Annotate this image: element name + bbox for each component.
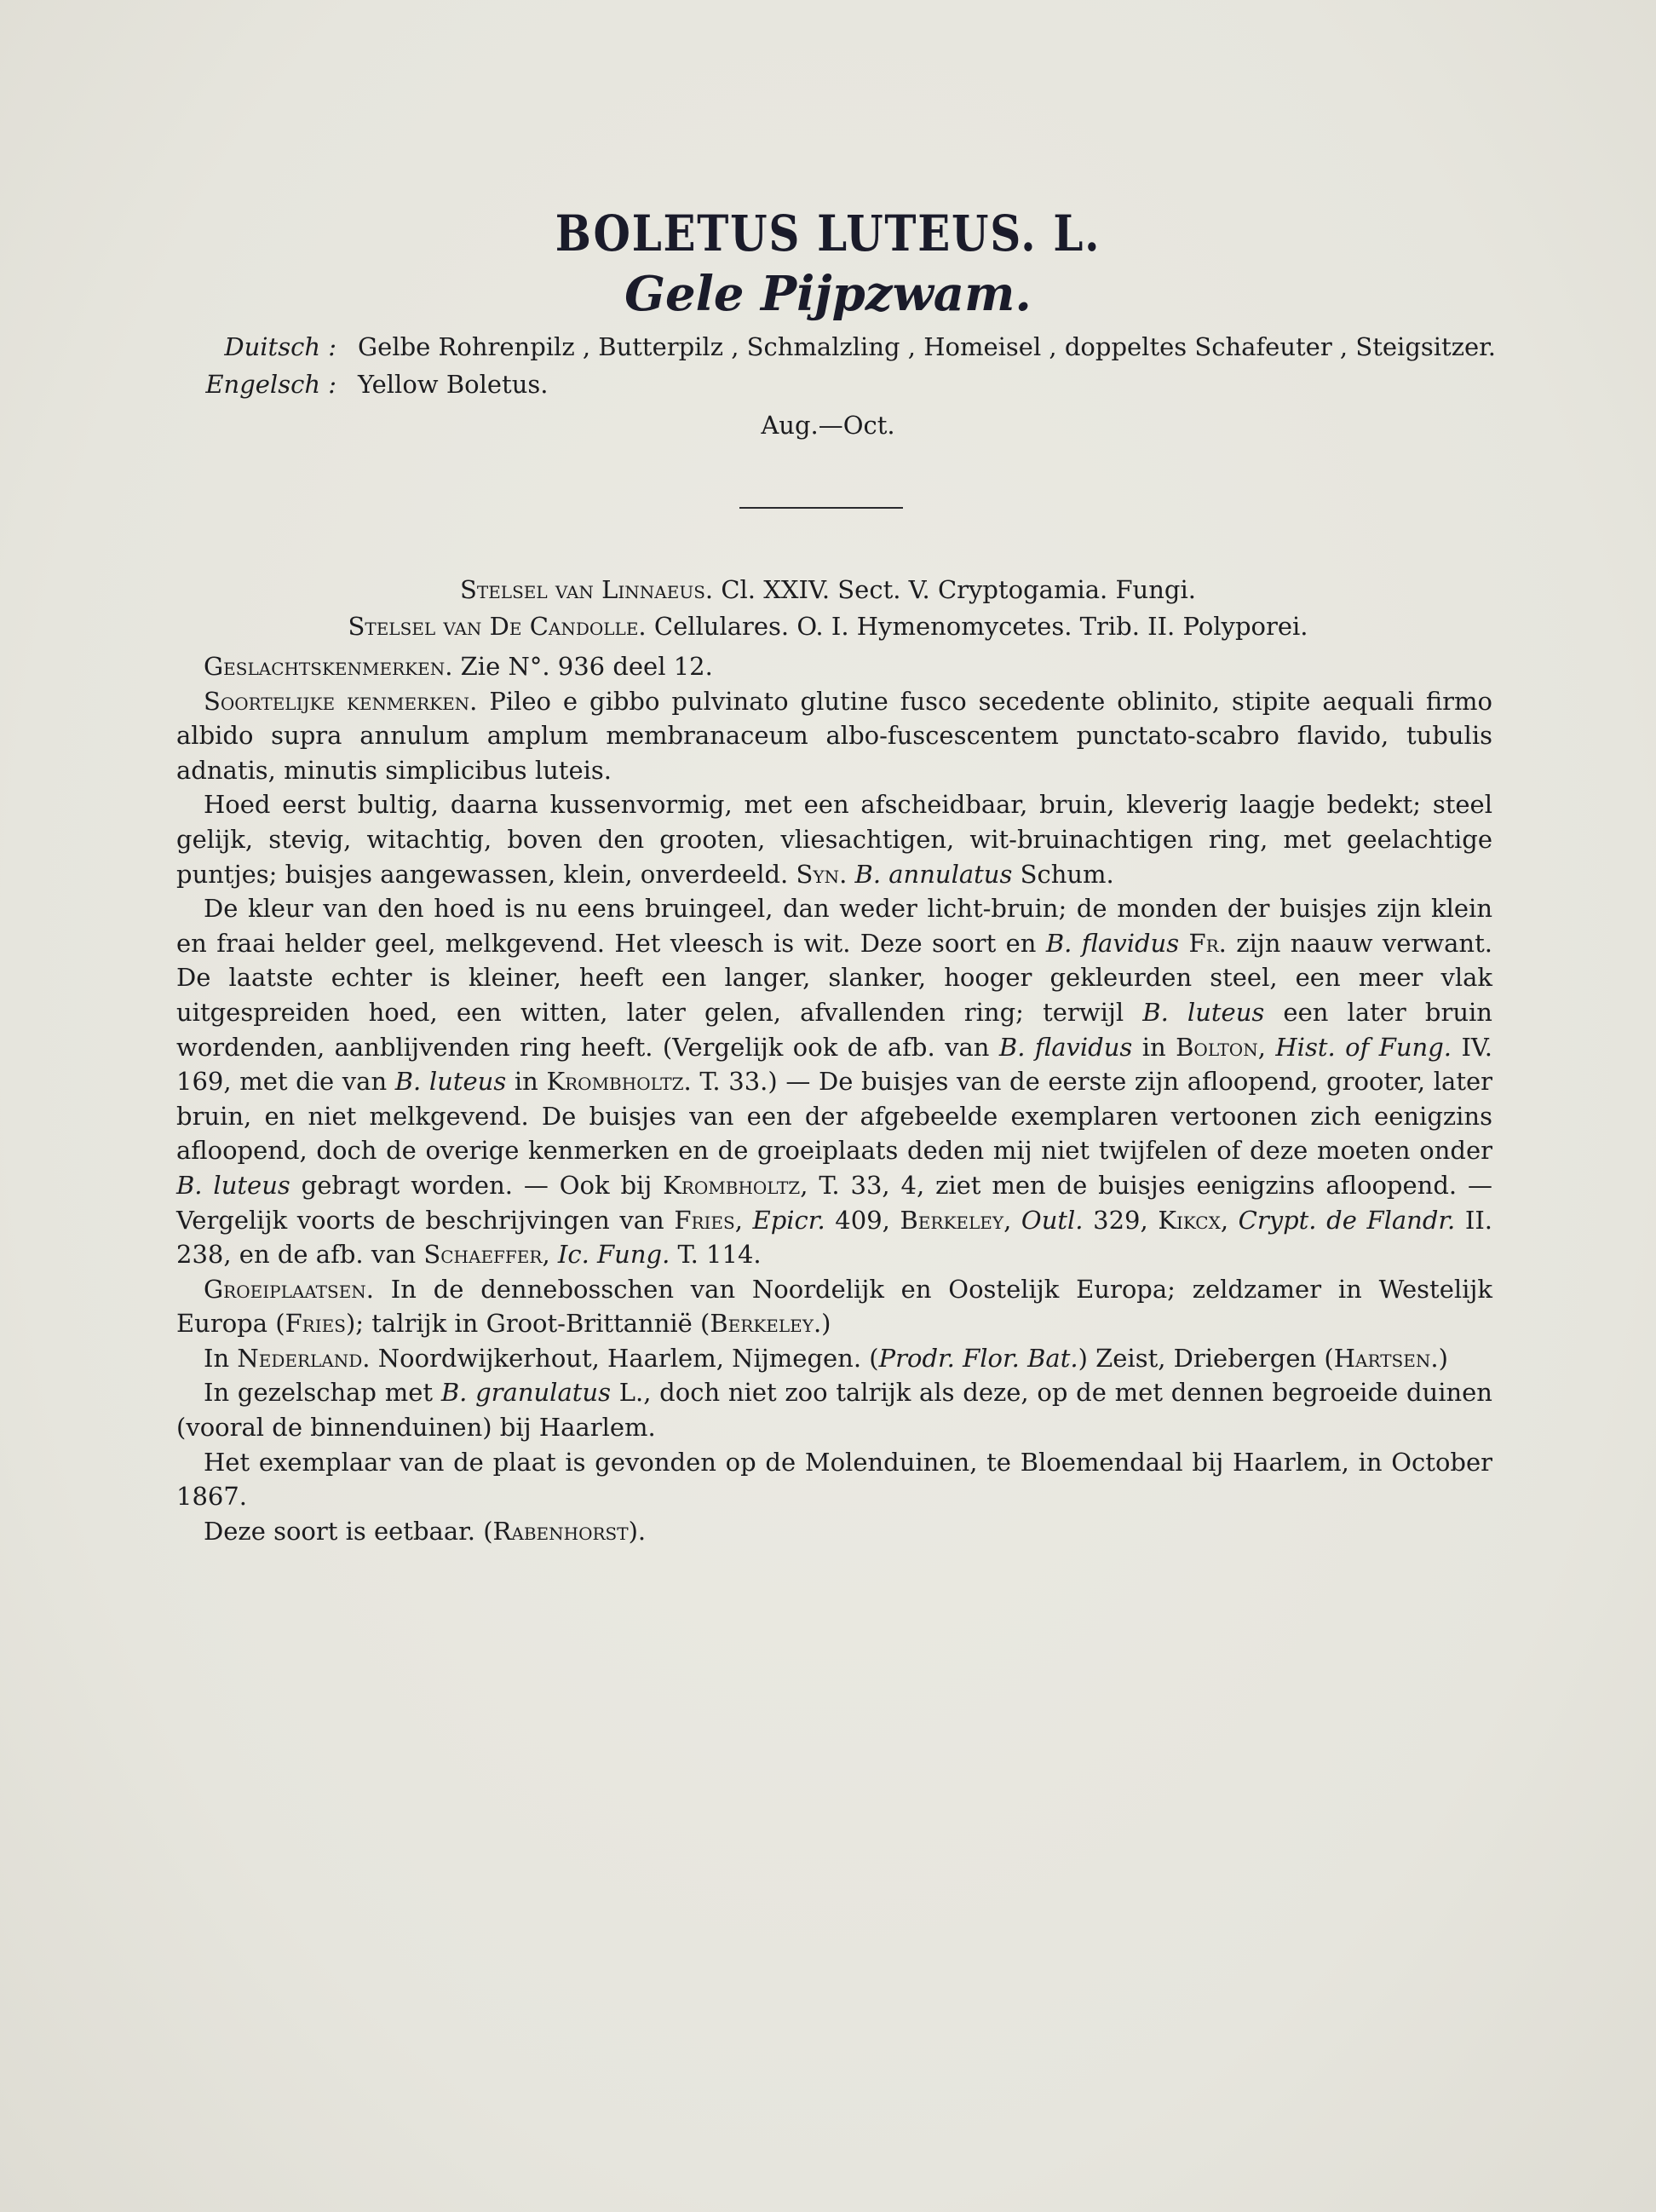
italic-run: B. flavidus: [1045, 928, 1180, 958]
system-text: Cl. XXIV. Sect. V. Cryptogamia. Fungi.: [721, 575, 1196, 604]
section-label: Soortelijke kenmerken.: [204, 686, 478, 716]
italic-run: Epicr.: [752, 1205, 825, 1235]
text-run: ): [1438, 1343, 1448, 1373]
text-run: ); talrijk in Groot-Brittannië (: [345, 1309, 710, 1339]
text-run: ,: [542, 1240, 558, 1270]
text-run: ,: [1257, 1032, 1276, 1062]
italic-run: B. flavidus: [998, 1032, 1133, 1062]
text-run: ,: [1220, 1205, 1239, 1235]
name-language: Duitsch :: [224, 332, 336, 361]
species-text: Pileo e gibbo pulvinato glutine fusco secedente oblinito, stipite aequali firmo albido supra annulum amplum membranaceum albo-fuscescentem punctato-scabro flavido, tubulis adnatis, minutis simplicibus luteis.: [176, 686, 1492, 785]
text-run: zijn naauw verwant. De laatste echter is kleiner, heeft een langer, slanker, hooger gekleurden steel, een meer vlak uitgespreiden hoed, een witten, later gelen, afvallenden ring; terwijl: [176, 928, 1492, 1027]
text-run: een later bruin wordenden, aanblijvenden ring heeft. (Vergelijk ook de afb. van: [176, 997, 1492, 1062]
text-run: IV. 169, met die van: [176, 1032, 1492, 1097]
groei-paragraph: [176, 1272, 1492, 1341]
smallcaps-run: Groeiplaatsen.: [204, 1274, 375, 1304]
text-run: in: [506, 1067, 547, 1097]
system-label: Stelsel van De Candolle.: [348, 612, 647, 641]
smallcaps-run: Schaeffer: [423, 1240, 543, 1270]
syn-author: Schum.: [1020, 859, 1114, 889]
smallcaps-run: Bolton: [1176, 1032, 1258, 1062]
name-row-english: [200, 366, 1496, 403]
eetbaar-paragraph: [176, 1514, 1492, 1549]
smallcaps-run: Rabenhorst: [492, 1516, 629, 1546]
hoed-text: Hoed eerst bultig, daarna kussenvormig, met een afscheidbaar, bruin, kleverig laagje bedekt; steel gelijk, stevig, witachtig, boven den grooten, vliesachtigen, wit-bruinachtigen ring, met geelachtige puntjes; buisjes aangewassen, klein, onverdeeld.: [176, 790, 1492, 889]
italic-run: B. luteus: [176, 1170, 290, 1200]
text-run: , T. 33, 4, ziet men de buisjes eenigzins afloopend. — Vergelijk voorts de beschrijvingen van: [176, 1170, 1492, 1235]
text-run: Noordwijkerhout, Haarlem, Nijmegen. (: [370, 1343, 879, 1373]
syn-label: Syn.: [796, 859, 848, 889]
name-text: Gelbe Rohrenpilz , Butterpilz , Schmalzling , Homeisel , doppeltes Schafeuter , Steigsitzer.: [358, 332, 1497, 361]
text-run: L., doch niet zoo talrijk als deze, op de met dennen begroeide duinen (vooral de binnenduinen) bij Haarlem.: [176, 1378, 1492, 1443]
text-run: Deze soort is eetbaar. (: [204, 1516, 493, 1546]
smallcaps-run: Kikcx: [1158, 1205, 1221, 1235]
page-subtitle: Gele Pijpzwam.: [624, 266, 1032, 322]
smallcaps-run: Krombholtz.: [546, 1067, 692, 1097]
text-run: T. 33.) — De buisjes van de eerste zijn afloopend, grooter, later bruin, en niet melkgevend. De buisjes van een der afgebeelde exemplaren vertoonen zich eenigzins afloopend, doch de overige kenmerken en de groeiplaats deden mij niet twijfelen of deze moeten onder: [176, 1067, 1493, 1166]
name-row-german: [200, 328, 1496, 366]
italic-run: Prodr. Flor. Bat.: [878, 1343, 1078, 1373]
divider-rule: [739, 507, 903, 509]
page-title: BOLETUS LUTEUS. L.: [555, 204, 1101, 262]
syn-name: B. annulatus: [854, 859, 1013, 889]
section-label: Geslachtskenmerken.: [204, 652, 453, 681]
text-run: ) Zeist, Driebergen (: [1078, 1343, 1334, 1373]
text-run: In de dennebosschen van Noordelijk en Oostelijk Europa; zeldzamer in Westelijk Europa (: [176, 1274, 1492, 1339]
italic-run: Hist. of Fung.: [1275, 1032, 1452, 1062]
text-run: ,: [1003, 1205, 1021, 1235]
hoed-paragraph: [176, 787, 1492, 891]
text-run: In: [204, 1343, 238, 1373]
italic-run: B. luteus: [1142, 997, 1265, 1027]
smallcaps-run: Nederland.: [237, 1343, 371, 1373]
system-text: Cellulares. O. I. Hymenomycetes. Trib. II. Polyporei.: [653, 612, 1308, 641]
gezelschap-paragraph: [176, 1375, 1492, 1444]
exemplaar-paragraph: Het exemplaar van de plaat is gevonden op de Molenduinen, te Bloemendaal bij Haarlem, in October 1867.: [176, 1447, 1492, 1512]
italic-run: B. luteus: [394, 1067, 507, 1097]
text-run: 409,: [825, 1205, 900, 1235]
smallcaps-run: Fries: [285, 1309, 346, 1339]
text-run: T. 114.: [670, 1240, 762, 1270]
text-run: ).: [628, 1516, 647, 1546]
smallcaps-run: Berkeley: [900, 1205, 1004, 1235]
smallcaps-run: Hartsen.: [1333, 1343, 1439, 1373]
body-text: [176, 649, 1492, 1548]
nederland-paragraph: [176, 1341, 1492, 1376]
text-run: In gezelschap met: [204, 1378, 441, 1408]
text-run: gebragt worden. — Ook bij: [290, 1170, 664, 1200]
text-run: II. 238, en de afb. van: [176, 1205, 1493, 1270]
italic-run: Outl.: [1021, 1205, 1084, 1235]
season: Aug.—Oct.: [761, 411, 895, 440]
common-names: [200, 328, 1496, 403]
genus-paragraph: [176, 649, 1492, 684]
smallcaps-run: Fr.: [1179, 928, 1227, 958]
italic-run: Crypt. de Flandr.: [1238, 1205, 1456, 1235]
species-paragraph: [176, 684, 1492, 788]
kleur-paragraph: [176, 891, 1492, 1272]
text-run: ,: [734, 1205, 753, 1235]
smallcaps-run: Berkeley.: [710, 1309, 822, 1339]
italic-run: B. granulatus: [440, 1378, 611, 1408]
smallcaps-run: Krombholtz: [663, 1170, 801, 1200]
text-run: in: [1132, 1032, 1176, 1062]
text-run: 329,: [1083, 1205, 1159, 1235]
text-run: De kleur van den hoed is nu eens bruingeel, dan weder licht-bruin; de monden der buisjes zijn klein en fraai helder geel, melkgevend. Het vleesch is wit. Deze soort en: [176, 894, 1492, 958]
italic-run: Ic. Fung.: [557, 1240, 670, 1270]
system-label: Stelsel van Linnaeus.: [460, 575, 714, 604]
system-candolle: [0, 612, 1656, 641]
name-text: Yellow Boletus.: [358, 370, 549, 399]
smallcaps-run: Fries: [674, 1205, 735, 1235]
system-linnaeus: [0, 575, 1656, 604]
text-run: ): [821, 1309, 831, 1339]
name-language: Engelsch :: [205, 370, 336, 399]
genus-text: Zie N°. 936 deel 12.: [460, 652, 713, 681]
